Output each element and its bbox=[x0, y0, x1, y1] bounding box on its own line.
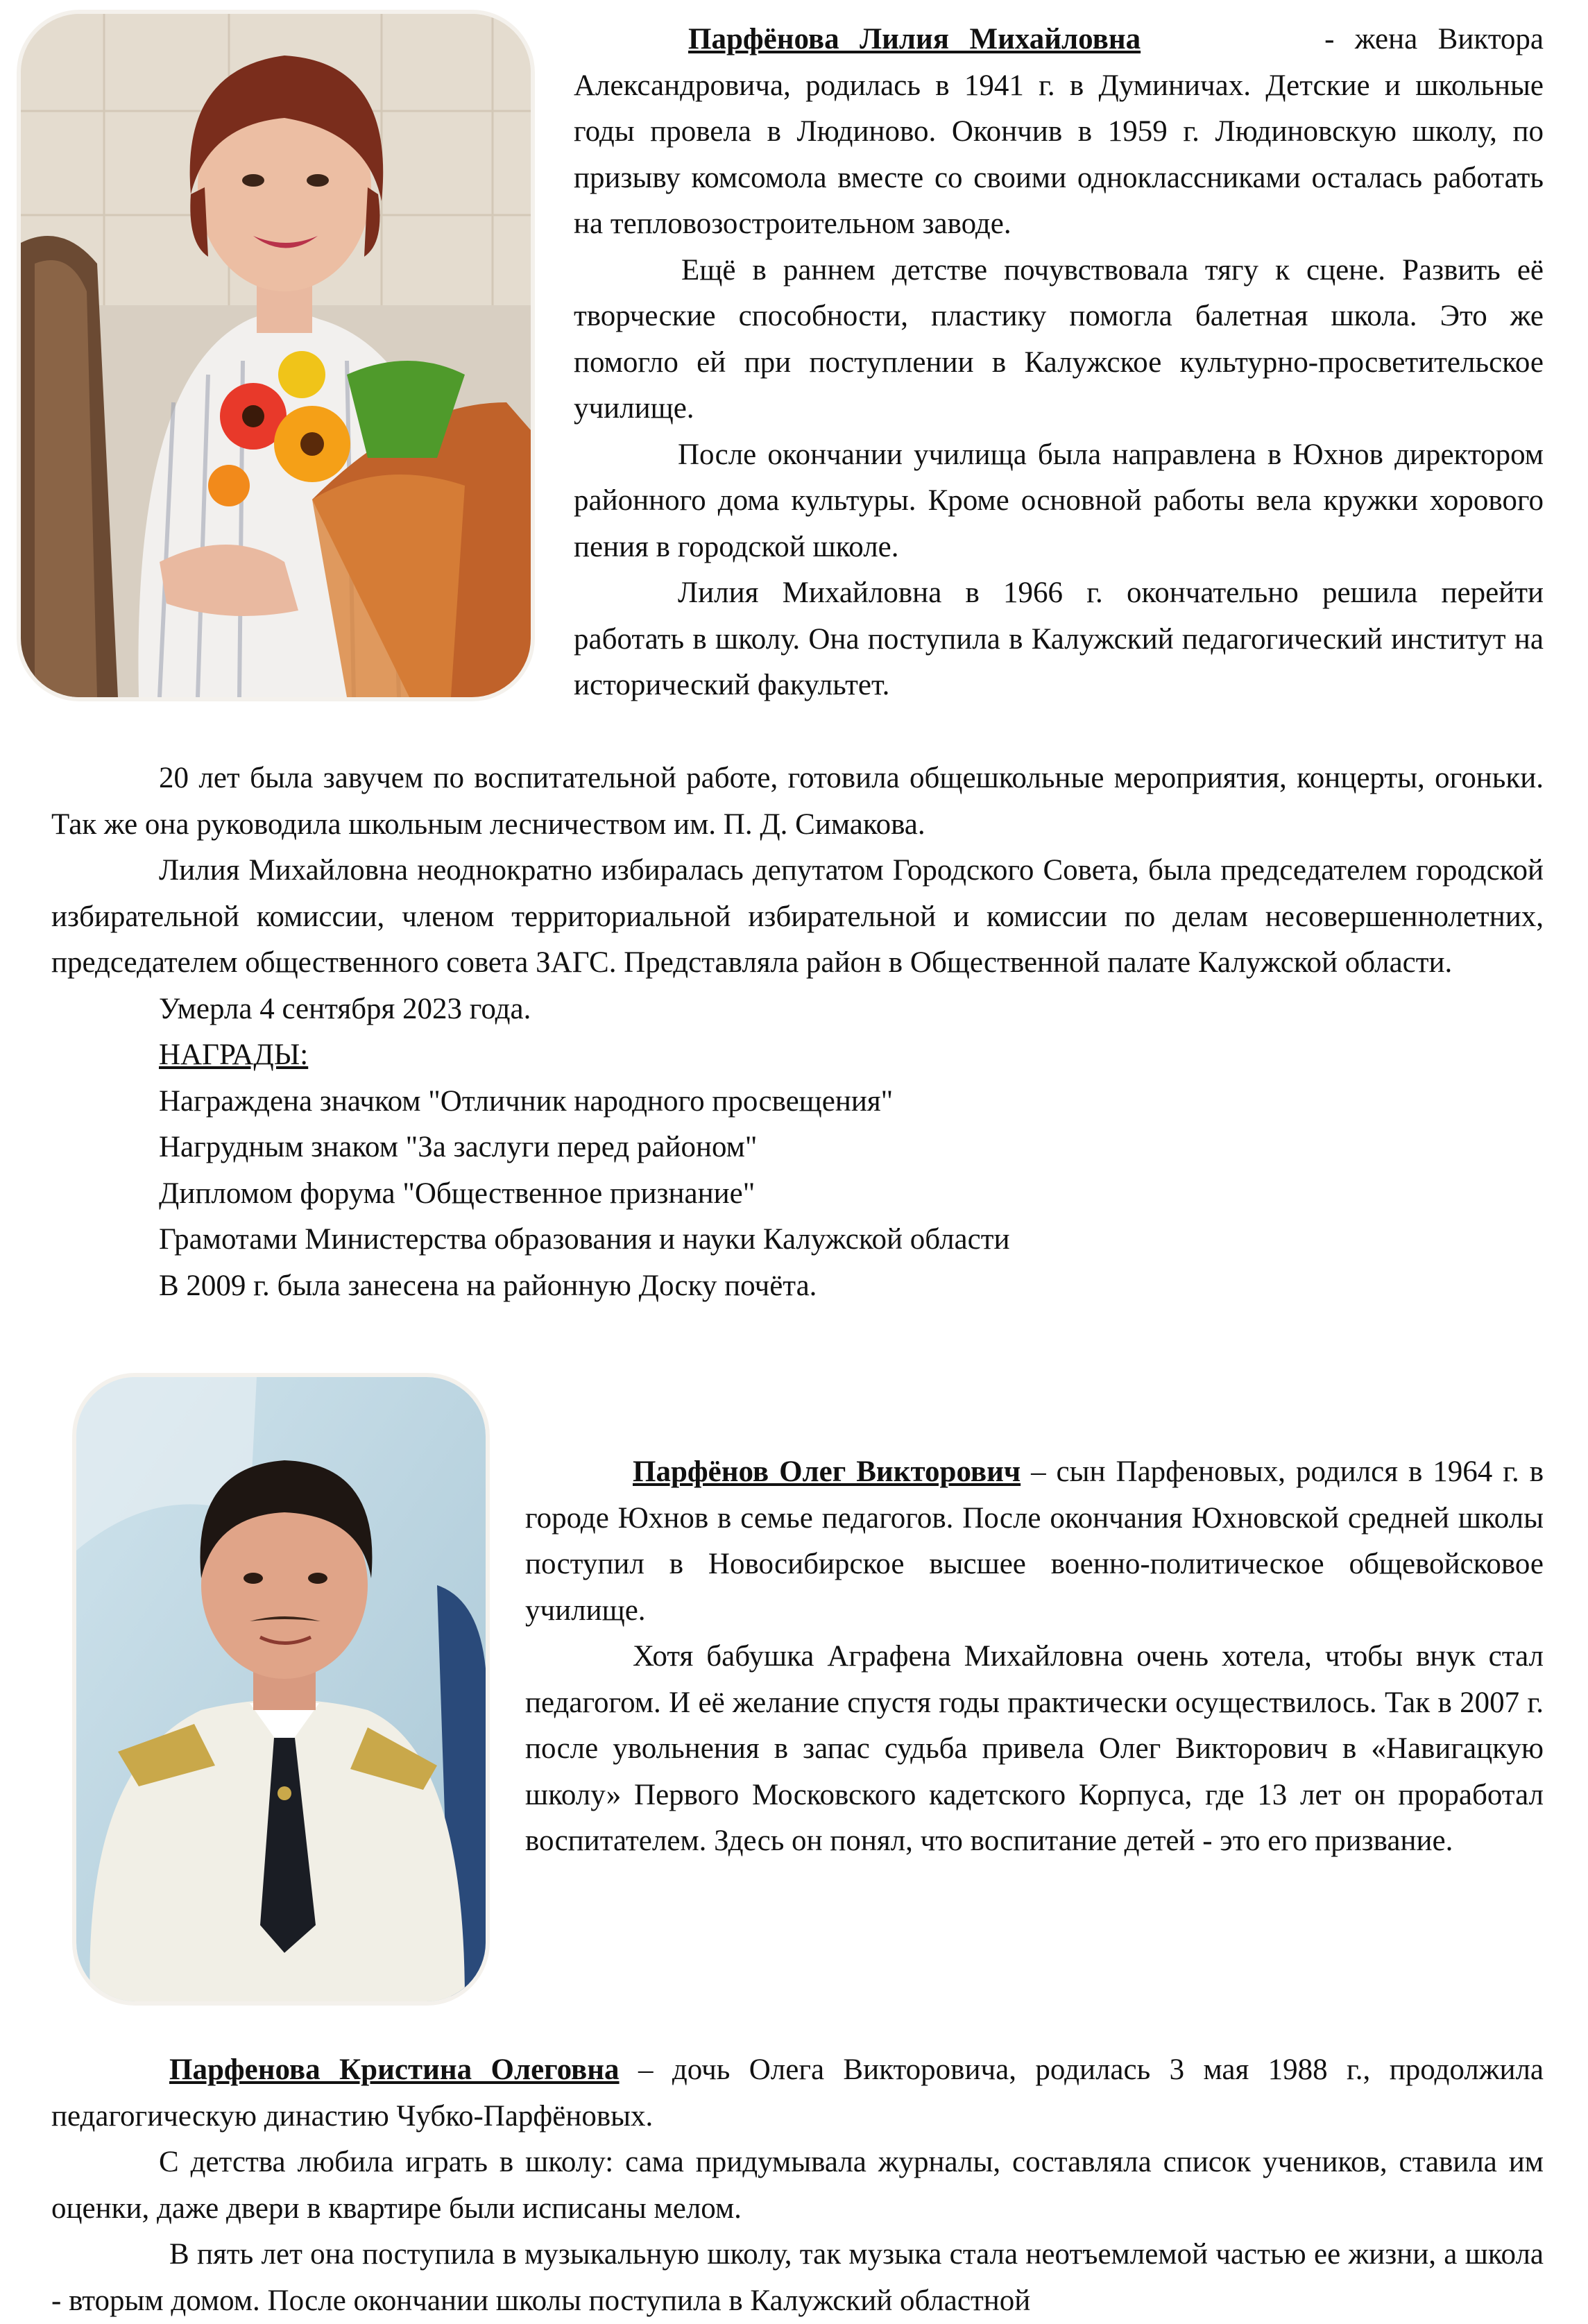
section1-paragraph: Ещё в раннем детстве почувствовала тягу к сцене. Развить её творческие способности, пластику помогла балетная школа. Это же помогло ей при поступлении в Калужское культурно-просветительское училище. bbox=[574, 253, 1544, 425]
section1-paragraph: Лилия Михайловна в 1966 г. окончательно решила перейти работать в школу. Она поступила в Калужский педагогический институт на исторический факультет. bbox=[574, 576, 1544, 701]
award-item: В 2009 г. была занесена на районную Доску почёта. bbox=[159, 1269, 817, 1302]
person-name-oleg: Парфёнов Олег Викторович bbox=[633, 1455, 1021, 1488]
section2-text bbox=[525, 1449, 1544, 1865]
section3-text bbox=[51, 2047, 1544, 2324]
section1-paragraph: После окончании училища была направлена в Юхнов директором районного дома культуры. Кроме основной работы вела кружки хорового пения в городской школе. bbox=[574, 438, 1544, 563]
award-item: Награждена значком "Отличник народного просвещения" bbox=[159, 1084, 894, 1118]
person-name-lilia: Парфёнова Лилия Михайловна bbox=[688, 23, 1141, 55]
section2-intro: Парфёнов Олег Викторович – сын Парфеновых, родился в 1964 г. в городе Юхнов в семье педагогов. После окончания Юхновской средней школы поступил в Новосибирское высшее военно-политическое общевойсковое училище. bbox=[525, 1455, 1544, 1627]
section1-intro: Парфёнова Лилия Михайловна - жена Виктора Александровича, родилась в 1941 г. в Думиничах. Детские и школьные годы провела в Людиново. Окончив в 1959 г. Людиновскую школу, по призыву комсомола вместе со своими одноклассниками осталась работать на тепловозостроительном заводе. bbox=[574, 23, 1544, 240]
section3-paragraph: С детства любила играть в школу: сама придумывала журналы, составляла список учеников, ставила им оценки, даже двери в квартире были исписаны мелом. bbox=[51, 2146, 1544, 2225]
award-item: Нагрудным знаком "За заслуги перед районом" bbox=[159, 1131, 758, 1163]
section1-text bbox=[574, 17, 1544, 709]
person-name-kristina: Парфенова Кристина Олеговна bbox=[169, 2053, 620, 2086]
section3-intro: Парфенова Кристина Олеговна – дочь Олега Викторовича, родилась 3 мая 1988 г., продолжила педагогическую династию Чубко-Парфёновых. bbox=[51, 2053, 1544, 2133]
section1-paragraph: Лилия Михайловна неоднократно избиралась депутатом Городского Совета, была председателем городской избирательной комиссии, членом территориальной избирательной и комиссии по делам несовершеннолетних, председателем общественного совета ЗАГС. Представляла район в Общественной палате Калужской области. bbox=[51, 854, 1544, 979]
section1-fullwidth bbox=[51, 755, 1544, 1309]
section1-paragraph: 20 лет была завучем по воспитательной работе, готовила общешкольные мероприятия, концерты, огоньки. Так же она руководила школьным лесничеством им. П. Д. Симакова. bbox=[51, 762, 1544, 841]
section2-paragraph: Хотя бабушка Аграфена Михайловна очень хотела, чтобы внук стал педагогом. И её желание спустя годы практически осуществилось. Так в 2007 г. после увольнения в запас судьба привела Олег Викторович в «Навигацкую школу» Первого Московского кадетского Корпуса, где 13 лет он проработал воспитателем. Здесь он понял, что воспитание детей - это его призвание. bbox=[525, 1640, 1544, 1857]
awards-heading: НАГРАДЫ: bbox=[159, 1039, 309, 1071]
portrait-photo-lilia bbox=[21, 14, 531, 697]
portrait-man-in-uniform-icon bbox=[76, 1377, 486, 2001]
portrait-photo-oleg bbox=[76, 1377, 486, 2001]
award-item: Дипломом форума "Общественное признание" bbox=[159, 1177, 755, 1210]
portrait-woman-with-flowers-icon bbox=[21, 14, 531, 697]
award-item: Грамотами Министерства образования и науки Калужской области bbox=[159, 1223, 1010, 1256]
section3-paragraph: В пять лет она поступила в музыкальную школу, так музыка стала неотъемлемой частью ее жизни, а школа - вторым домом. После окончании школы поступила в Калужский областной bbox=[51, 2238, 1544, 2317]
death-date: Умерла 4 сентября 2023 года. bbox=[159, 992, 531, 1025]
